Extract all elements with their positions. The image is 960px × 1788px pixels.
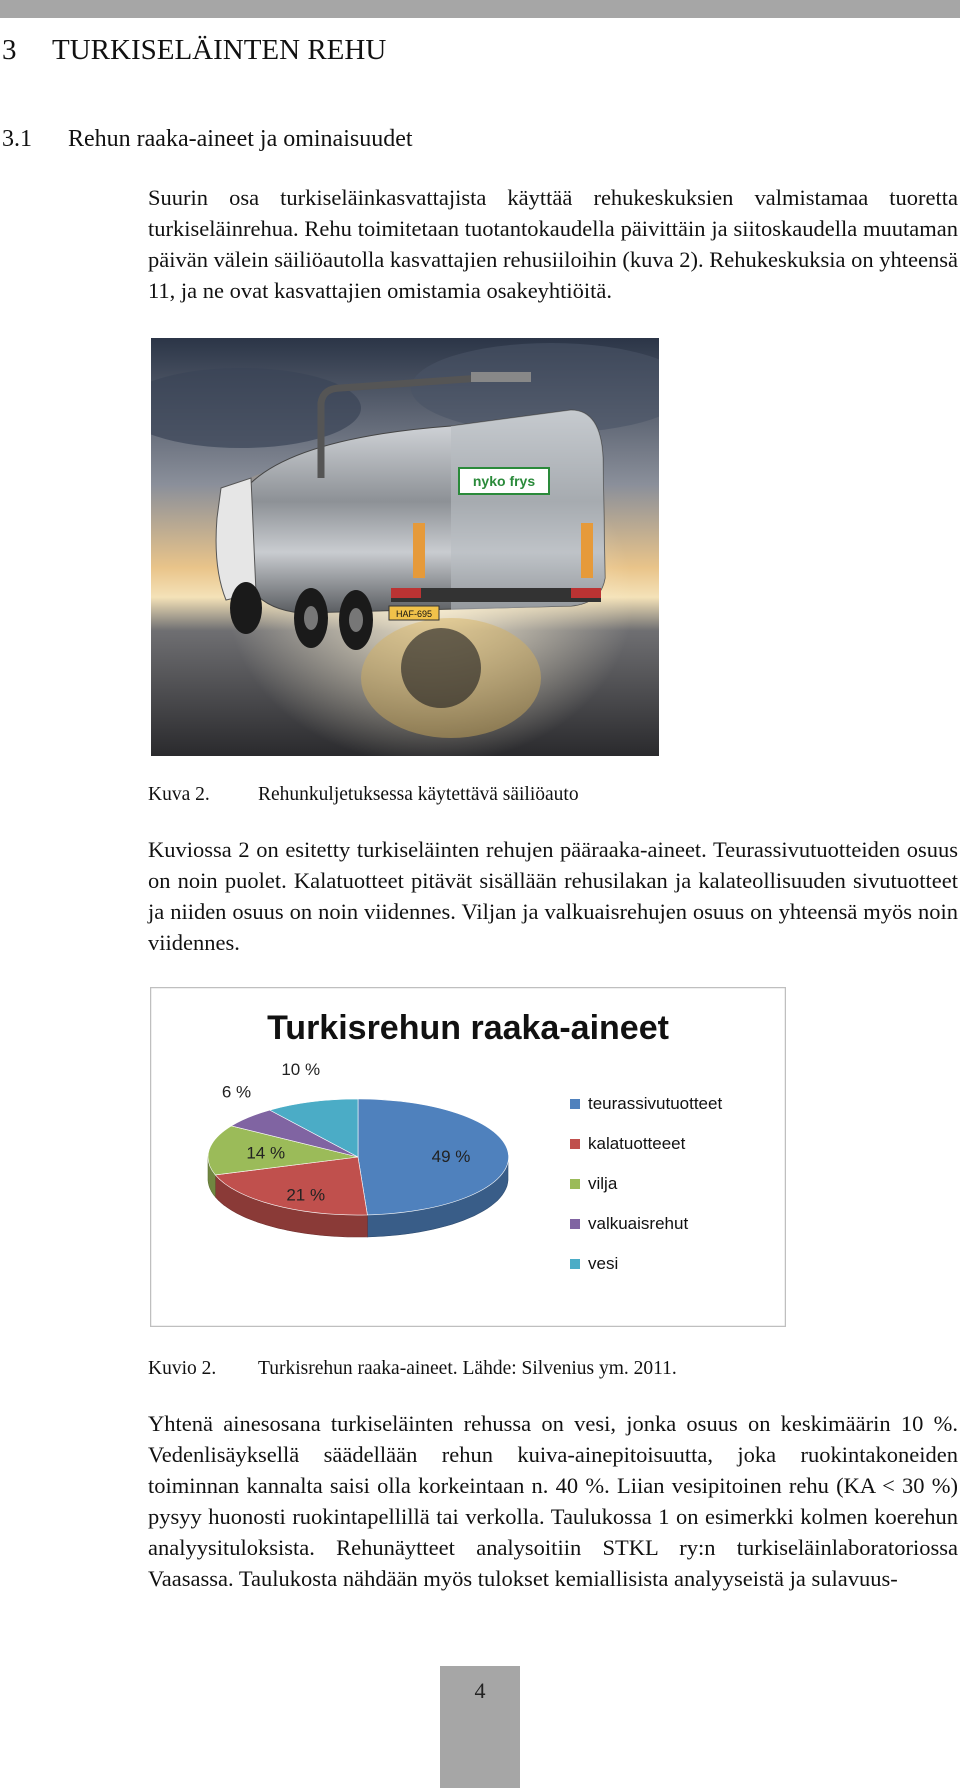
pie-data-label: 10 %: [281, 1060, 321, 1079]
license-plate: HAF-695: [395, 609, 433, 619]
pie-data-label: 49 %: [431, 1146, 471, 1166]
top-rule: [0, 0, 960, 18]
chart-title: Turkisrehun raaka-aineet: [267, 1009, 669, 1047]
legend-label: vesi: [588, 1254, 619, 1273]
section-heading: [2, 126, 413, 153]
pie-data-label: 6 %: [221, 1082, 252, 1102]
paragraph-intro: Suurin osa turkiseläinkasvattajista käyttää rehukeskuksien valmistamaa tuoretta turkiseläinrehua. Rehu toimitetaan tuotantokaudella päivittäin ja siitoskaudella muutaman päivän välein säiliöautolla kasvattajien rehusiiloihin (kuva 2). Rehukeskuksia on yhteensä 11, ja ne ovat kasvattajien omistamia osakeyhtiöitä.: [148, 185, 958, 303]
pie-chart: [150, 987, 786, 1327]
page-number-box: [440, 1666, 520, 1788]
tanker-truck-photo: [151, 338, 659, 756]
legend-label: vilja: [588, 1174, 618, 1193]
chapter-title: TURKISELÄINTEN REHU: [52, 34, 387, 66]
legend-label: teurassivutuotteet: [588, 1094, 723, 1113]
figure-label: Kuva 2.: [148, 784, 210, 805]
legend-swatch: [570, 1099, 580, 1109]
chart-figure-caption-text: Turkisrehun raaka-aineet. Lähde: Silvenius ym. 2011.: [258, 1358, 677, 1379]
chapter-heading: [2, 34, 386, 67]
figure-caption-photo: [148, 784, 579, 806]
pie-data-label: 21 %: [286, 1185, 326, 1205]
paragraph-chart-description: Kuviossa 2 on esitetty turkiseläinten rehujen pääraaka-aineet. Teurassivutuotteiden osuus on noin puolet. Kalatuotteet pitävät sisällään rehusilakan ja kalateollisuuden sivutuotteet ja niiden osuus on noin viidennes. Viljan ja valkuaisrehujen osuus on yhteensä myös noin viidennes.: [148, 837, 958, 955]
legend-swatch: [570, 1179, 580, 1189]
legend-swatch: [570, 1259, 580, 1269]
page-number: 4: [474, 1678, 486, 1703]
truck-logo-text: nyko frys: [472, 473, 536, 489]
figure-caption-chart: [148, 1358, 677, 1380]
pie-data-label: 14 %: [246, 1143, 286, 1163]
legend-label: kalatuotteeet: [588, 1134, 686, 1153]
section-title: Rehun raaka-aineet ja ominaisuudet: [68, 126, 413, 152]
figure-caption-text: Rehunkuljetuksessa käytettävä säiliöauto: [258, 784, 579, 805]
paragraph-water: Yhtenä ainesosana turkiseläinten rehussa on vesi, jonka osuus on keskimäärin 10 %. Vedenlisäyksellä säädellään rehun kuiva-ainepitoisuutta, joka ruokintakoneiden toiminnan kannalta saisi olla korkeintaan n. 40 %. Liian vesipitoinen rehu (KA < 30 %) pysyy huonosti ruokintapellillä tai verkolla. Taulukossa 1 on esimerkki kolmen koerehun analyysituloksista. Rehunäytteet analysoitiin STKL ry:n turkiseläinlaboratoriossa Vaasassa. Taulukosta nähdään myös tulokset kemiallisista analyyseistä ja sulavuus-: [148, 1411, 958, 1591]
legend-label: valkuaisrehut: [588, 1214, 689, 1233]
legend-swatch: [570, 1139, 580, 1149]
chapter-number: 3: [2, 34, 17, 66]
section-number: 3.1: [2, 126, 32, 152]
legend-swatch: [570, 1219, 580, 1229]
chart-figure-label: Kuvio 2.: [148, 1358, 217, 1379]
